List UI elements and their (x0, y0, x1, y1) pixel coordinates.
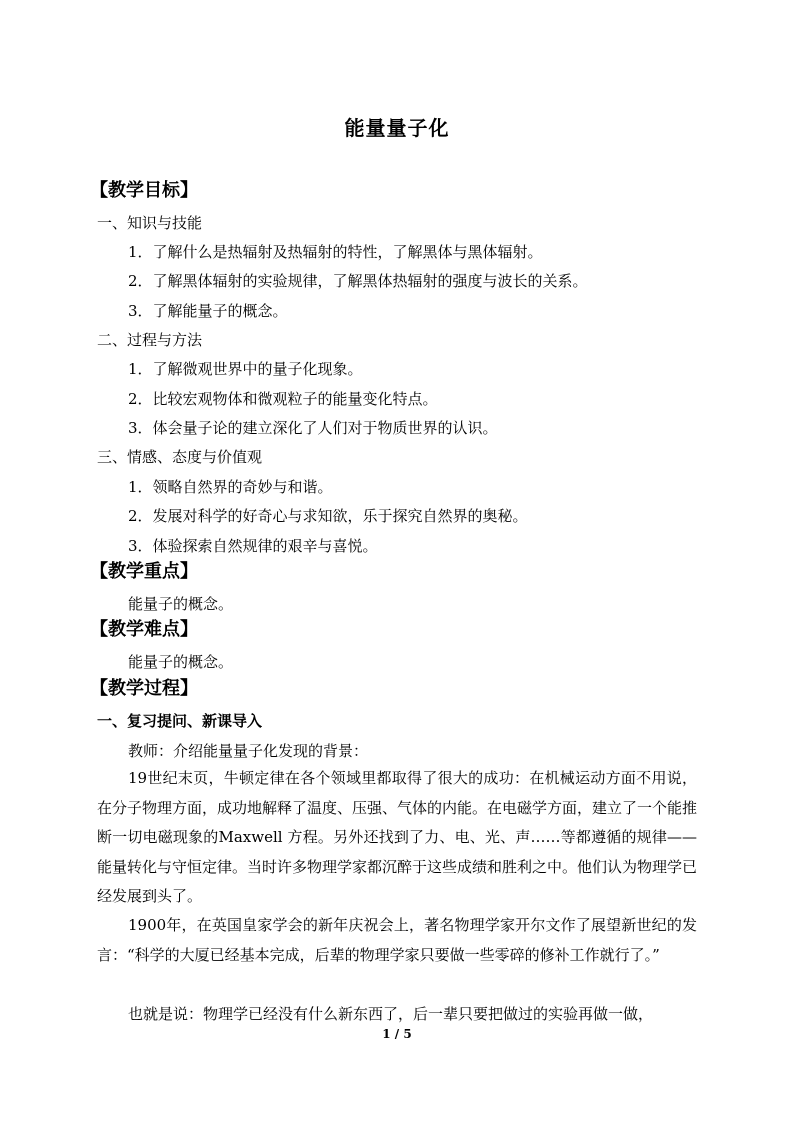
key-points-text: 能量子的概念。 (128, 595, 234, 613)
list-item: 2．了解黑体辐射的实验规律，了解黑体热辐射的强度与波长的关系。 (128, 272, 588, 290)
list-item: 1．领略自然界的奇妙与和谐。 (128, 478, 333, 496)
paragraph-text: 19世纪末页，牛顿定律在各个领域里都取得了很大的成功：在机械运动方面不用说，在分子物理方面，成功地解释了温度、压强、气体的内能。在电磁学方面，建立了一个能推断一切电磁现象的Maxwell 方程。另外还找到了力、电、光、声……等都遵循的规律——能量转化与守恒定律。当时许多物理学家都沉醉于这些成绩和胜利之中。他们认为物理学已经发展到头了。 (97, 769, 698, 905)
list-item: 3．体会量子论的建立深化了人们对于物质世界的认识。 (128, 419, 498, 437)
paragraph (97, 911, 697, 970)
teacher-line: 教师：介绍能量量子化发现的背景： (128, 742, 369, 760)
paragraph-text: 也就是说：物理学已经没有什么新东西了，后一辈只要把做过的实验再做一做， (128, 1005, 654, 1023)
difficult-points-heading: 【教学难点】 (90, 619, 198, 640)
difficult-points-text: 能量子的概念。 (128, 653, 234, 671)
list-item: 2．发展对科学的好奇心与求知欲，乐于探究自然界的奥秘。 (128, 507, 528, 525)
page-title: 能量量子化 (344, 116, 450, 140)
paragraph (97, 1000, 697, 1030)
key-points-heading: 【教学重点】 (90, 561, 198, 582)
process-method-heading: 二、过程与方法 (97, 331, 203, 349)
knowledge-skills-heading: 一、知识与技能 (97, 214, 203, 232)
list-item: 3．体验探索自然规律的艰辛与喜悦。 (128, 537, 378, 555)
teaching-process-heading: 【教学过程】 (90, 678, 198, 699)
paragraph (97, 764, 697, 912)
list-item: 2．比较宏观物体和微观粒子的能量变化特点。 (128, 390, 438, 408)
list-item: 1．了解微观世界中的量子化现象。 (128, 360, 363, 378)
list-item: 1．了解什么是热辐射及热辐射的特性，了解黑体与黑体辐射。 (128, 243, 543, 261)
list-item: 3．了解能量子的概念。 (128, 302, 288, 320)
attitude-values-heading: 三、情感、态度与价值观 (97, 448, 263, 466)
goals-heading: 【教学目标】 (90, 180, 198, 201)
review-intro-heading: 一、复习提问、新课导入 (97, 712, 263, 730)
paragraph-text: 1900年，在英国皇家学会的新年庆祝会上，著名物理学家开尔文作了展望新世纪的发言：“科学的大厦已经基本完成，后辈的物理学家只要做一些零碎的修补工作就行了。” (97, 916, 697, 964)
page-number: 1 / 5 (382, 1027, 412, 1041)
